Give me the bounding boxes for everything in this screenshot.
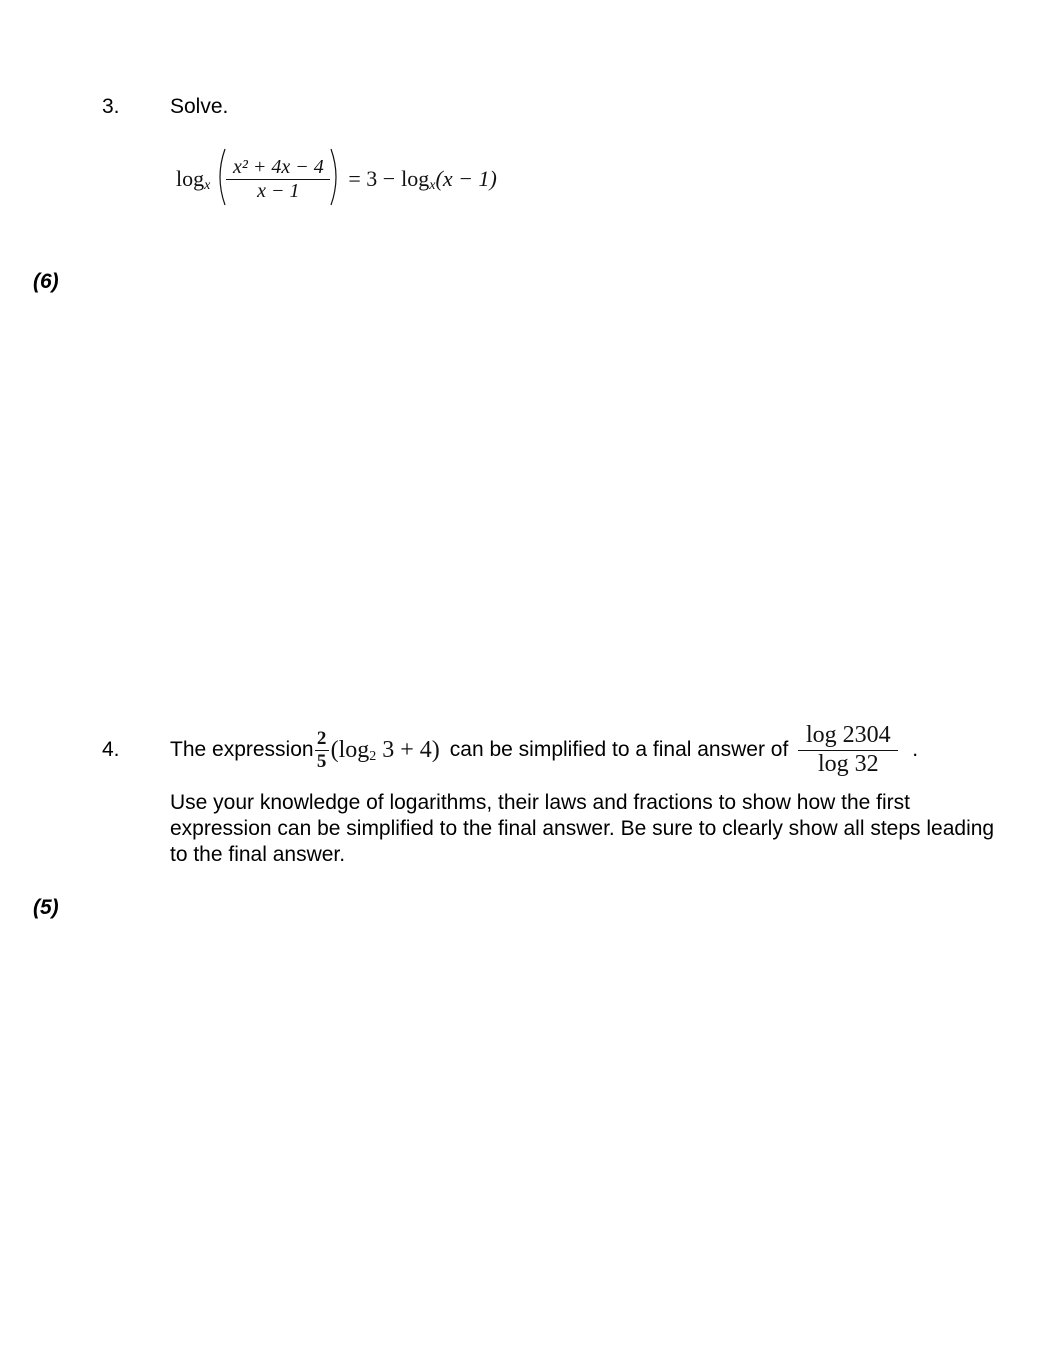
fraction-denominator: x − 1 [257, 179, 300, 202]
rhs-prefix: = 3 − [348, 166, 396, 191]
right-paren-icon [330, 147, 342, 212]
coefficient-denominator: 5 [316, 750, 327, 772]
question-3-equation [176, 146, 497, 212]
question-3-fraction [226, 157, 330, 202]
coefficient-numerator: 2 [316, 727, 327, 749]
question-3-prompt: Solve. [170, 95, 229, 118]
left-paren-icon [214, 147, 226, 212]
log-rhs-base: x [429, 178, 436, 193]
fraction-numerator: x² + 4x − 4 [232, 155, 324, 178]
log-lhs: log [176, 166, 205, 191]
log-rhs: log [401, 166, 430, 191]
question-4-statement [170, 714, 918, 786]
question-4-number: 4. [102, 738, 120, 761]
expression-log-base: 2 [369, 749, 377, 764]
coefficient-fraction [315, 729, 329, 772]
expression-rest: 3 + 4) [376, 736, 440, 763]
question-3-marks: (6) [33, 270, 59, 293]
question-4-instruction: Use your knowledge of logarithms, their laws and fractions to show how the first expression can be simplified to the final answer. Be sure to clearly show all steps leading to the final answer. [170, 791, 995, 866]
question-4-intro: The expression [170, 738, 314, 761]
log-lhs-base: x [204, 178, 211, 193]
answer-period: . [912, 738, 919, 761]
question-4-marks: (5) [33, 896, 59, 919]
question-3-number: 3. [102, 95, 120, 118]
question-4-middle: can be simplified to a final answer of [449, 738, 789, 761]
answer-fraction [798, 723, 898, 776]
answer-numerator: log 2304 [805, 722, 891, 749]
expression-log: (log [330, 736, 370, 763]
answer-denominator: log 32 [817, 750, 879, 777]
log-rhs-argument: (x − 1) [435, 166, 497, 191]
